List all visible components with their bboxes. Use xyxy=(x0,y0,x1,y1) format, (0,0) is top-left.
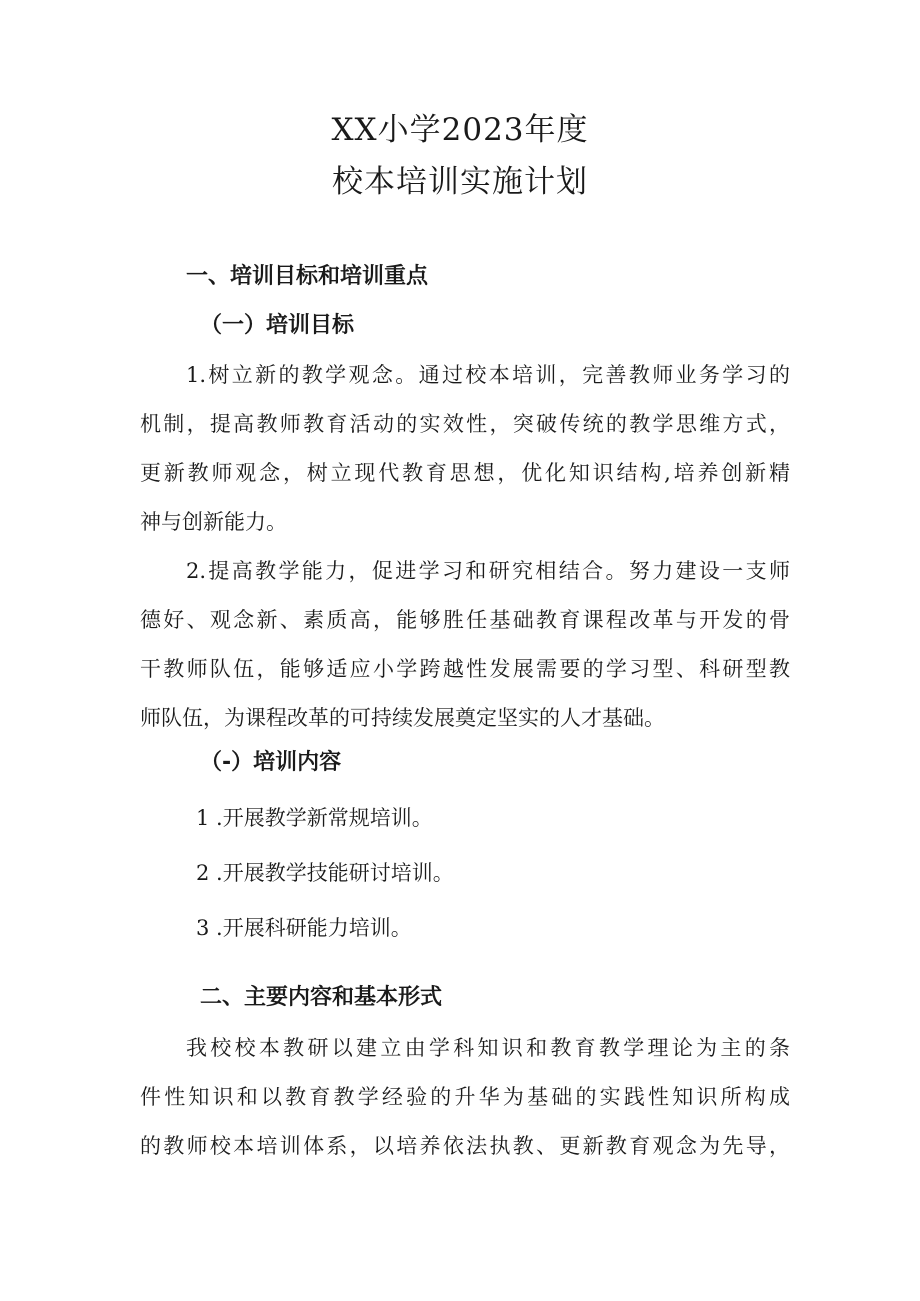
subsection-2-heading: （-）培训内容 xyxy=(200,750,342,775)
paragraph-1-line-1: 1.树立新的教学观念。通过校本培训，完善教师业务学习的 xyxy=(186,363,790,387)
document-title-line-1: XX小学2023年度 xyxy=(331,112,589,148)
paragraph-2-line-4: 师队伍，为课程改革的可持续发展奠定坚实的人才基础。 xyxy=(140,706,665,730)
paragraph-1-line-3: 更新教师观念，树立现代教育思想，优化知识结构,培养创新精 xyxy=(140,461,790,485)
list-item: 2 .开展教学技能研讨培训。 xyxy=(196,861,454,885)
paragraph-3-line-3: 的教师校本培训体系，以培养依法执教、更新教育观念为先导， xyxy=(140,1134,790,1158)
paragraph-3-line-1: 我校校本教研以建立由学科知识和教育教学理论为主的条 xyxy=(186,1036,790,1060)
paragraph-2-line-2: 德好、观念新、素质高，能够胜任基础教育课程改革与开发的骨 xyxy=(140,608,790,632)
paragraph-3-line-2: 件性知识和以教育教学经验的升华为基础的实践性知识所构成 xyxy=(140,1085,790,1109)
paragraph-2-line-3: 干教师队伍，能够适应小学跨越性发展需要的学习型、科研型教 xyxy=(140,657,790,681)
subsection-1-heading: （一）培训目标 xyxy=(200,313,355,338)
section-2-heading: 二、主要内容和基本形式 xyxy=(200,985,443,1010)
list-item: 3 .开展科研能力培训。 xyxy=(196,916,412,940)
section-1-heading: 一、培训目标和培训重点 xyxy=(186,264,429,289)
paragraph-1-line-2: 机制，提高教师教育活动的实效性，突破传统的教学思维方式， xyxy=(140,412,790,436)
paragraph-2-line-1: 2.提高教学能力，促进学习和研究相结合。努力建设一支师 xyxy=(186,559,790,583)
paragraph-1-line-4: 神与创新能力。 xyxy=(140,510,287,534)
document-title-line-2: 校本培训实施计划 xyxy=(332,164,588,200)
list-item: 1 .开展教学新常规培训。 xyxy=(196,806,433,830)
